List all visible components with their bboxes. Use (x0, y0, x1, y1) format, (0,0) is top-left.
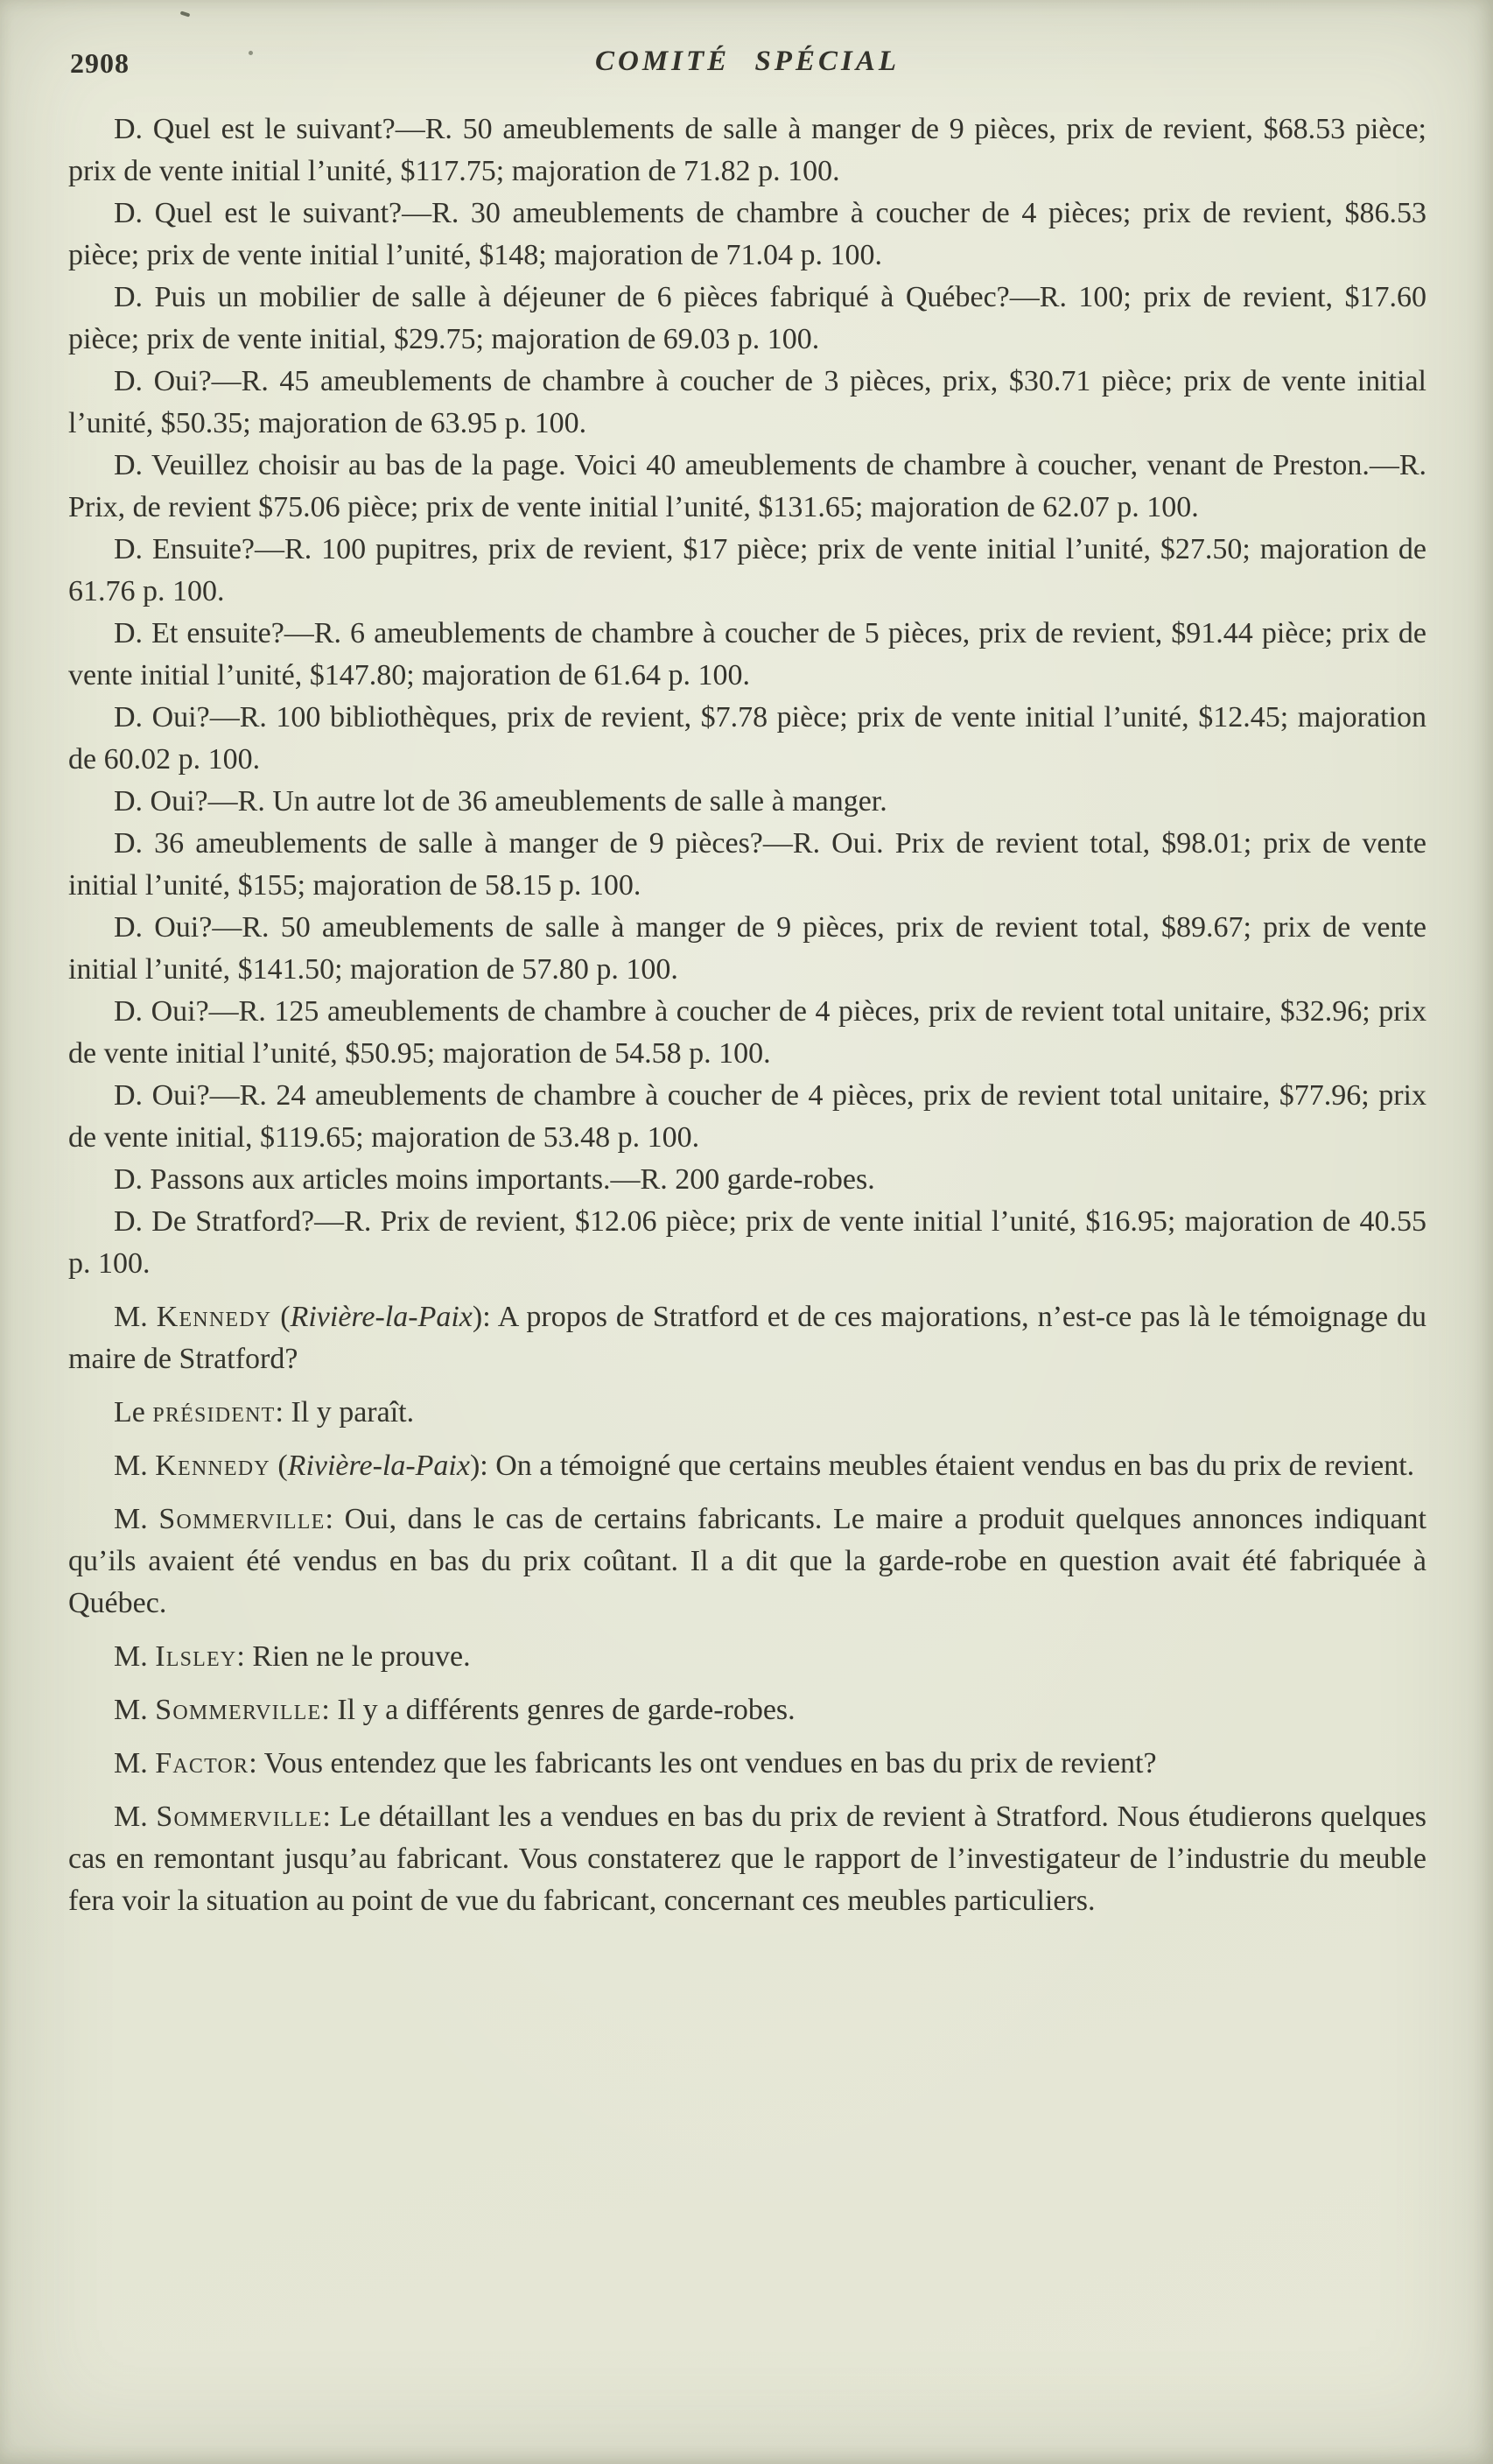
speaker-name: Factor (155, 1747, 249, 1780)
qa-paragraph (68, 823, 1426, 907)
text-segment: : Vous entendez que les fabricants les ont vendues en bas du prix de revient? (249, 1747, 1157, 1780)
text-segment: M. (114, 1640, 156, 1673)
speaker-name: Sommerville (156, 1801, 323, 1833)
text-segment: D. Oui?—R. 125 ameublements de chambre à coucher de 4 pièces, prix de revient total unitaire, $32.96; prix de vente initial l’unité, $50.95; majoration de 54.58 p. 100. (68, 995, 1426, 1070)
text-segment: M. (114, 1747, 156, 1780)
speaker-name: Kennedy (156, 1301, 272, 1333)
qa-paragraph (68, 697, 1426, 781)
page-number: 2908 (70, 47, 130, 79)
text-segment: Le (114, 1396, 153, 1429)
page-title: COMITÉ SPÉCIAL (595, 46, 900, 77)
text-segment: ): On a témoigné que certains meubles étaient vendus en bas du prix de revient. (469, 1450, 1415, 1482)
qa-paragraph (68, 1075, 1426, 1159)
text-segment: D. Oui?—R. 100 bibliothèques, prix de revient, $7.78 pièce; prix de vente initial l’unité, $12.45; majoration de 60.02 p. 100. (68, 701, 1426, 776)
text-segment: D. Quel est le suivant?—R. 30 ameublements de chambre à coucher de 4 pièces; prix de revient, $86.53 pièce; prix de vente initial l’unité, $148; majoration de 71.04 p. 100. (68, 197, 1426, 271)
text-segment: D. Oui?—R. 45 ameublements de chambre à coucher de 3 pièces, prix, $30.71 pièce; prix de vente initial l’unité, $50.35; majoration de 63.95 p. 100. (68, 365, 1426, 439)
qa-paragraph (68, 109, 1426, 193)
text-segment: M. (114, 1694, 156, 1726)
text-segment: D. Oui?—R. Un autre lot de 36 ameublements de salle à manger. (114, 785, 887, 818)
qa-paragraph (68, 613, 1426, 697)
speech-paragraph (68, 1796, 1426, 1922)
text-segment: D. De Stratford?—R. Prix de revient, $12.06 pièce; prix de vente initial l’unité, $16.95; majoration de 40.55 p. 100. (68, 1205, 1426, 1280)
speaker-name: Ilsley (155, 1640, 237, 1673)
qa-paragraph (68, 907, 1426, 991)
text-segment: : Il y paraît. (275, 1396, 415, 1429)
text-segment: ): A propos de Stratford et de ces majorations, n’est-ce pas là le témoignage du maire de Stratford? (68, 1301, 1426, 1375)
text-segment: D. Passons aux articles moins importants.—R. 200 garde-robes. (114, 1163, 875, 1196)
speech-paragraph (68, 1689, 1426, 1731)
qa-paragraph (68, 277, 1426, 361)
qa-paragraph (68, 781, 1426, 823)
transcript-body (68, 109, 1426, 1922)
text-segment: : Rien ne le prouve. (236, 1640, 471, 1673)
qa-paragraph (68, 445, 1426, 529)
speaker-name: Sommerville (155, 1694, 322, 1726)
text-segment: : Oui, dans le cas de certains fabricants. Le maire a produit quelques annonces indiquant qu’ils avaient été vendus en bas du prix coûtant. Il a dit que la garde-robe en question avait été fabriquée à Québec. (68, 1503, 1426, 1619)
text-segment: D. Veuillez choisir au bas de la page. Voici 40 ameublements de chambre à coucher, venant de Preston.—R. Prix, de revient $75.06 pièce; prix de vente initial l’unité, $131.65; majoration de 62.07 p. 100. (68, 449, 1426, 523)
riding-name: Rivière-la-Paix (287, 1450, 470, 1482)
text-segment: M. (114, 1801, 157, 1833)
qa-paragraph (68, 361, 1426, 445)
riding-name: Rivière-la-Paix (290, 1301, 473, 1333)
text-segment: D. Oui?—R. 24 ameublements de chambre à coucher de 4 pièces, prix de revient total unitaire, $77.96; prix de vente initial, $119.65; majoration de 53.48 p. 100. (68, 1079, 1426, 1154)
speech-paragraph (68, 1392, 1426, 1434)
qa-paragraph (68, 991, 1426, 1075)
text-segment: M. (114, 1301, 157, 1333)
speaker-name: Kennedy (155, 1450, 270, 1482)
text-segment: M. (114, 1503, 159, 1535)
text-segment: D. Quel est le suivant?—R. 50 ameublements de salle à manger de 9 pièces, prix de revient, $68.53 pièce; prix de vente initial l’unité, $117.75; majoration de 71.82 p. 100. (68, 113, 1426, 187)
text-segment: D. Oui?—R. 50 ameublements de salle à manger de 9 pièces, prix de revient total, $89.67; prix de vente initial l’unité, $141.50; majoration de 57.80 p. 100. (68, 911, 1426, 986)
speech-paragraph (68, 1743, 1426, 1785)
text-segment: D. Et ensuite?—R. 6 ameublements de chambre à coucher de 5 pièces, prix de revient, $91.44 pièce; prix de vente initial l’unité, $147.80; majoration de 61.64 p. 100. (68, 617, 1426, 691)
page-header (68, 40, 1426, 86)
speaker-name: président (152, 1396, 276, 1429)
text-segment: D. 36 ameublements de salle à manger de 9 pièces?—R. Oui. Prix de revient total, $98.01; prix de vente initial l’unité, $155; majoration de 58.15 p. 100. (68, 827, 1426, 902)
text-segment: D. Ensuite?—R. 100 pupitres, prix de revient, $17 pièce; prix de vente initial l’unité, $27.50; majoration de 61.76 p. 100. (68, 533, 1426, 607)
qa-paragraph (68, 1159, 1426, 1201)
qa-paragraph (68, 529, 1426, 613)
speech-paragraph (68, 1445, 1426, 1487)
text-segment: D. Puis un mobilier de salle à déjeuner de 6 pièces fabriqué à Québec?—R. 100; prix de revient, $17.60 pièce; prix de vente initial, $29.75; majoration de 69.03 p. 100. (68, 281, 1426, 355)
ink-speck (180, 11, 191, 17)
speaker-name: Sommerville (158, 1503, 326, 1535)
text-segment: ( (271, 1301, 291, 1333)
speech-paragraph (68, 1296, 1426, 1380)
text-segment: : Il y a différents genres de garde-robes. (321, 1694, 796, 1726)
text-segment: ( (270, 1450, 288, 1482)
speech-paragraph (68, 1499, 1426, 1625)
speech-paragraph (68, 1636, 1426, 1678)
qa-paragraph (68, 193, 1426, 277)
text-segment: M. (114, 1450, 156, 1482)
qa-paragraph (68, 1201, 1426, 1285)
text-segment: : Le détaillant les a vendues en bas du prix de revient à Stratford. Nous étudierons quelques cas en remontant jusqu’au fabricant. Vous constaterez que le rapport de l’investigateur de l’industrie du meuble fera voir la situation au point de vue du fabricant, concernant ces meubles particuliers. (68, 1801, 1426, 1917)
